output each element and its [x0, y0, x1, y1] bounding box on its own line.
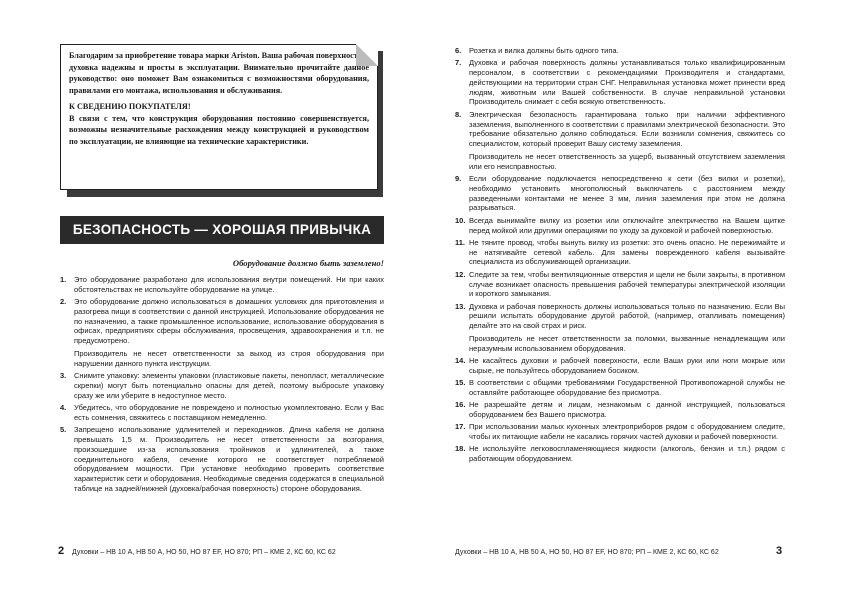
- list-item: [60, 297, 384, 369]
- item-number: 6.: [455, 46, 462, 55]
- list-item: [455, 356, 785, 376]
- item-text: Снимите упаковку: элементы упаковки (пластиковые пакеты, пенопласт, металлические скрепки) могут быть потенциально опасны для детей, поэтому выбросьте упаковку сразу же или уберите в недоступное место.: [74, 371, 384, 400]
- item-text: Всегда вынимайте вилку из розетки или отключайте электричество на Вашем щитке перед мойкой или другими операциями по уходу за духовкой и рабочей поверхностью.: [469, 215, 785, 235]
- grounding-subheading: Оборудование должно быть заземлено!: [232, 258, 384, 268]
- item-number: 12.: [455, 269, 466, 279]
- notice-content: [60, 44, 378, 190]
- item-note: Производитель не несет ответственность за ущерб, вызванный отсутствием заземления или его неисправностью.: [469, 151, 785, 171]
- item-note: Производитель не несет ответственности за выход из строя оборудования при нарушении данного пункта инструкции.: [74, 349, 384, 368]
- item-number: 13.: [455, 301, 466, 311]
- list-item: [60, 403, 384, 423]
- list-item: [455, 58, 785, 107]
- item-number: 8.: [455, 109, 462, 119]
- item-number: 14.: [455, 356, 466, 366]
- item-number: 5.: [60, 425, 67, 435]
- list-item: [455, 216, 785, 236]
- list-item: [455, 238, 785, 267]
- list-item: [455, 302, 785, 354]
- item-number: 10.: [455, 215, 466, 225]
- safety-list-right: [455, 46, 785, 467]
- list-item: [455, 110, 785, 172]
- item-text: Не тяните провод, чтобы вынуть вилку из розетки: это очень опасно. Не пережимайте и не натягивайте сетевой кабель. Для замены поврежденного кабеля вызывайте специалиста из обслуживающей организации.: [469, 237, 785, 267]
- page-number-right: 3: [776, 545, 783, 557]
- item-text: Электрическая безопасность гарантирована только при наличии эффективного заземления, выполненного в соответствии с правилами электрической безопасности. Это требование обязательно должно соблюдаться. Если возникли сомнения, свяжитесь со специалистом, который проверит Вашу систему заземления.: [469, 109, 785, 149]
- item-text: Духовка и рабочая поверхность должны устанавливаться только квалифицированным персоналом, в соответствии с рекомендациями Производителя и стандартами, действующими на территории стран СНГ. Неправильная установка может принести вред людям, животным или Вашей собственности. В случае неправильной установки Производитель снимает с себя всякую ответственность.: [469, 58, 785, 107]
- item-number: 2.: [60, 297, 67, 307]
- item-number: 18.: [455, 444, 466, 454]
- item-number: 7.: [455, 58, 462, 68]
- list-item: [455, 400, 785, 420]
- item-text: Не используйте легковоспламеняющиеся жидкости (алкоголь, бензин и т.п.) рядом с работающим оборудованием.: [469, 444, 785, 464]
- page-number-left: 2: [58, 545, 65, 557]
- item-number: 1.: [60, 275, 67, 284]
- item-text: Убедитесь, что оборудование не повреждено и полностью укомплектовано. Если у Вас есть сомнения, свяжитесь с поставщиком немедленно.: [74, 403, 384, 422]
- item-text: В соответствии с общими требованиями Государственной Противопожарной службы не оставляйте работающее оборудование без присмотра.: [469, 378, 785, 397]
- item-number: 4.: [60, 403, 67, 413]
- item-text: Не разрешайте детям и лицам, незнакомым с данной инструкцией, пользоваться оборудованием без Вашего присмотра.: [469, 400, 785, 420]
- item-text: Это оборудование должно использоваться в домашних условиях для приготовления и разогрева пищи в соответствии с данной инструкцией. Использование оборудования не по назначению, а также промышленное использование, использование оборудования в офисах, предприятиях сферы обслуживания, просвещения, здравоохранения и т.п. не предусмотрено.: [74, 297, 384, 346]
- item-number: 9.: [455, 174, 462, 184]
- item-number: 11.: [455, 237, 466, 247]
- item-text: Розетка и вилка должны быть одного типа.: [469, 46, 619, 55]
- item-note: Производитель не несет ответственности за поломки, вызванные ненадлежащим или неразумным использованием оборудования.: [469, 334, 785, 353]
- item-number: 17.: [455, 422, 466, 432]
- list-item: [455, 270, 785, 299]
- list-item: [455, 444, 785, 464]
- folded-corner-icon: [356, 44, 378, 66]
- list-item: [60, 371, 384, 400]
- item-number: 3.: [60, 371, 67, 381]
- list-item: [455, 174, 785, 213]
- notice-thanks: Благодарим за приобретение товара марки Ariston. Ваша рабочая поверхность и духовка надежны и просты в эксплуатации. Внимательно прочитайте данное руководство: оно поможет Вам ознакомиться с возможностями оборудования, правилами его монтажа, использования и обслуживания.: [69, 51, 369, 95]
- item-number: 15.: [455, 378, 466, 388]
- list-item: [60, 275, 384, 295]
- item-text: Это оборудование разработано для использования внутри помещений. Ни при каких обстоятельствах не используйте оборудование на улице.: [74, 275, 384, 294]
- list-item: [455, 378, 785, 398]
- list-item: [455, 422, 785, 442]
- item-text: Духовка и рабочая поверхность должны использоваться только по назначению. Если Вы решили испытать оборудование другой работой, (например, отапливать помещения) делайте это на свой страх и риск.: [469, 301, 785, 331]
- item-text: Следите за тем, чтобы вентиляционные отверстия и щели не были закрыты, в противном случае возникает опасность превышения рабочей температуры электрической изоляции и короткого замыкания.: [469, 269, 785, 299]
- item-text: Не касайтесь духовки и рабочей поверхности, если Ваши руки или ноги мокрые или сырые, не пользуйтесь оборудованием босиком.: [469, 356, 785, 375]
- list-item: [60, 425, 384, 494]
- customer-notice-box: [60, 44, 382, 194]
- item-text: Если оборудование подключается непосредственно к сети (без вилки и розетки), необходимо установить многополюсный выключатель с расстоянием между разведенными контактами не менее 3 мм, линия заземления при этом не должна разрываться.: [469, 174, 785, 213]
- notice-body: В связи с тем, что конструкция оборудования постоянно совершенствуется, возможны незначительные расхождения между конструкцией и руководством по эксплуатации, не влияющие на технические характеристики.: [69, 113, 369, 146]
- notice-heading: К СВЕДЕНИЮ ПОКУПАТЕЛЯ!: [69, 102, 191, 111]
- item-text: При использовании малых кухонных электроприборов рядом с оборудованием следите, чтобы их питающие кабели не касались горячих частей духовки и рабочей поверхности.: [469, 422, 785, 442]
- footer-left: Духовки – НВ 10 А, НВ 50 А, НО 50, НО 87 EF, НО 870; РП – КМЕ 2, КС 60, КС 62: [72, 549, 336, 556]
- item-text: Запрещено использование удлинителей и переходников. Длина кабеля не должна превышать 1,5 м. Производитель не несет ответственности за возгорания, произошедшие из-за использования тройников и удлинителей, а также соединительного кабеля, сечение которого не соответствует потребляемой оборудованием мощности. При установке необходимо проверить соответствие характеристик сети и оборудования. Необходимые сведения содержатся в специальной таблице на задней/нижней (духовка/рабочая поверхность) стороне оборудования.: [74, 425, 384, 493]
- section-title: БЕЗОПАСНОСТЬ — ХОРОШАЯ ПРИВЫЧКА: [60, 216, 384, 244]
- list-item: [455, 46, 785, 56]
- footer-right: Духовки – НВ 10 А, НВ 50 А, НО 50, НО 87 EF, НО 870; РП – КМЕ 2, КС 60, КС 62: [455, 549, 719, 556]
- item-number: 16.: [455, 400, 466, 410]
- safety-list-left: [60, 275, 384, 496]
